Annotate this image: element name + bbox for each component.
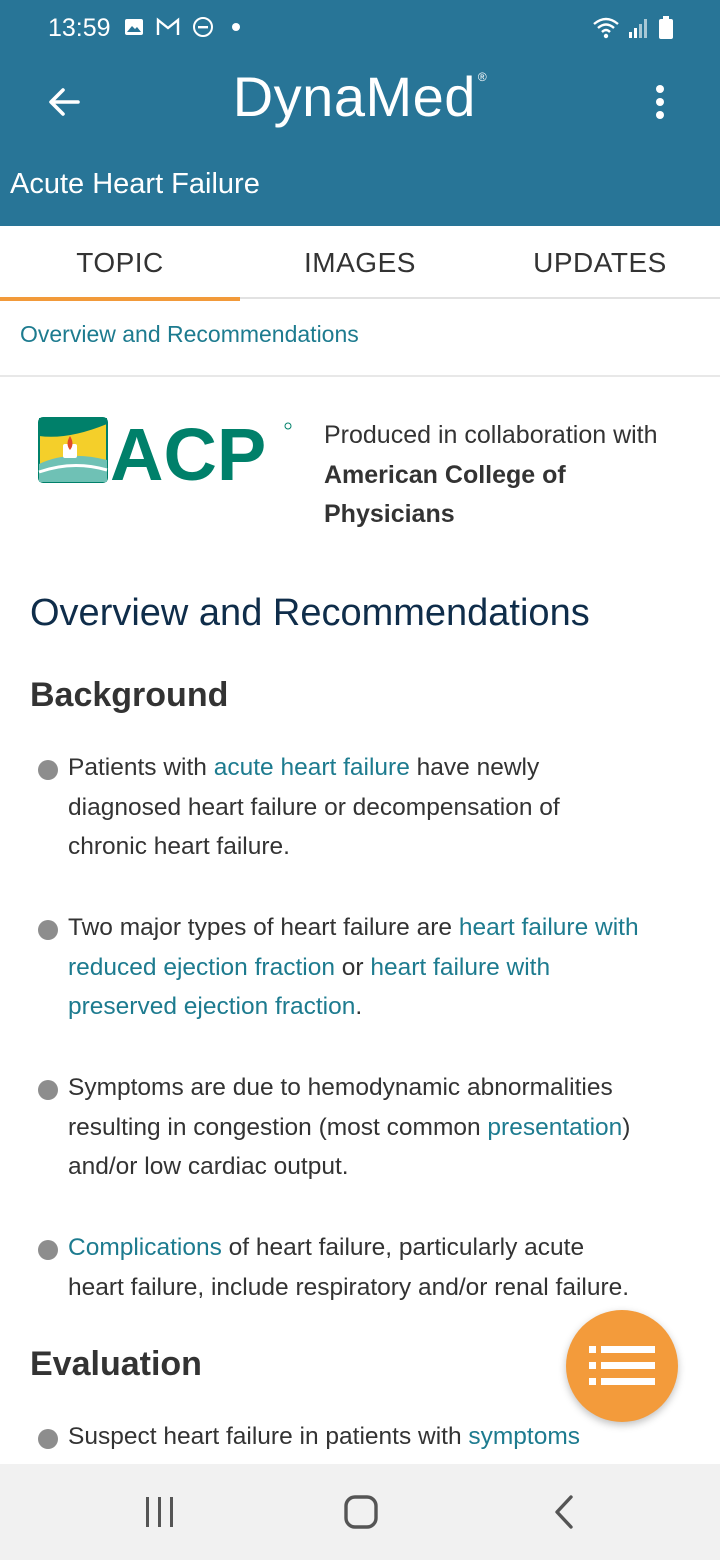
inline-link[interactable]: heart failure with	[370, 953, 551, 981]
brand-logo: DynaMed ®	[232, 65, 488, 128]
text-segment: )	[622, 1113, 631, 1141]
bullet-icon	[38, 1240, 58, 1260]
tab-bar	[0, 226, 720, 299]
text-segment: Patients with	[68, 754, 214, 781]
inline-link[interactable]: presentation	[487, 1113, 623, 1141]
bullet-icon	[38, 920, 58, 940]
inline-link[interactable]: symptoms	[468, 1423, 581, 1450]
system-nav-bar	[0, 1464, 720, 1560]
tab-images[interactable]: IMAGES	[304, 246, 416, 278]
evaluation-heading: Evaluation	[30, 1345, 202, 1383]
text-line	[68, 1268, 698, 1308]
text-segment: heart failure, include respiratory and/or renal failure.	[68, 1273, 630, 1301]
inline-link[interactable]: Complications	[68, 1234, 222, 1261]
text-segment: have newly	[409, 754, 540, 781]
bullet-text	[68, 1417, 698, 1457]
bullet-text	[68, 1228, 698, 1307]
text-segment: resulting in congestion (most common	[68, 1113, 488, 1141]
collaboration-org-cont: Physicians	[324, 500, 455, 528]
do-not-disturb-icon	[192, 16, 214, 43]
text-segment: Suspect heart failure in patients with	[68, 1423, 469, 1450]
section-selector	[0, 299, 720, 377]
battery-icon	[658, 16, 674, 45]
recent-apps-button[interactable]	[130, 1482, 190, 1542]
text-line	[68, 1147, 698, 1187]
gmail-icon	[156, 17, 180, 42]
text-line	[68, 1417, 698, 1457]
background-heading: Background	[30, 676, 229, 714]
acp-logo	[38, 416, 298, 486]
text-line	[68, 1228, 698, 1268]
inline-link[interactable]: acute heart failure	[213, 754, 410, 781]
bullet-icon	[38, 1429, 58, 1449]
collaboration-line: Produced in collaboration with	[324, 421, 658, 449]
text-line	[68, 908, 698, 948]
text-segment: Two major types of heart failure are	[68, 914, 459, 941]
more-options-button[interactable]	[640, 72, 680, 132]
text-line	[68, 1108, 698, 1148]
bullet-text	[68, 908, 698, 1027]
back-icon	[549, 1494, 579, 1530]
gallery-icon	[124, 17, 144, 42]
text-segment: chronic heart failure.	[68, 833, 290, 860]
text-segment: of heart failure, particularly acute	[221, 1234, 585, 1261]
bullet-text	[68, 748, 698, 867]
inline-link[interactable]: heart failure with	[458, 914, 639, 941]
text-line	[68, 827, 698, 867]
topic-title: Acute Heart Failure	[10, 168, 260, 200]
status-icons-right	[592, 16, 674, 45]
signal-icon	[628, 17, 650, 44]
status-icons-left	[124, 16, 246, 43]
inline-link[interactable]: reduced ejection fraction	[68, 953, 335, 981]
text-line	[68, 788, 698, 828]
tab-updates[interactable]: UPDATES	[533, 246, 667, 278]
section-link[interactable]: Overview and Recommendations	[20, 321, 359, 347]
acp-logo-text: ACP	[110, 416, 267, 486]
text-segment: or	[334, 953, 371, 981]
text-segment: Symptoms are due to hemodynamic abnormalities	[68, 1074, 613, 1101]
collaboration-block	[38, 412, 698, 542]
status-time: 13:59	[48, 14, 111, 42]
nav-back-button[interactable]	[534, 1482, 594, 1542]
inline-link[interactable]: preserved ejection fraction	[68, 993, 356, 1020]
text-line	[68, 948, 698, 988]
table-of-contents-button[interactable]	[566, 1310, 678, 1422]
text-line	[68, 1068, 698, 1108]
list-icon	[589, 1344, 655, 1388]
bullet-icon	[38, 1080, 58, 1100]
app-bar	[0, 0, 720, 226]
bullet-text	[68, 1068, 698, 1187]
recent-apps-icon	[143, 1495, 177, 1529]
text-segment: diagnosed heart failure or decompensation of	[68, 793, 560, 821]
status-bar	[0, 0, 720, 60]
bullet-icon	[38, 760, 58, 780]
collaboration-org: American College of	[324, 460, 566, 489]
more-vertical-icon	[654, 84, 666, 120]
text-segment: and/or low cardiac output.	[68, 1153, 349, 1180]
home-icon	[343, 1494, 379, 1530]
collaboration-text	[324, 416, 704, 535]
wifi-icon	[592, 16, 620, 45]
text-line	[68, 987, 698, 1027]
tab-topic[interactable]: TOPIC	[0, 226, 240, 299]
text-segment: .	[355, 993, 363, 1020]
home-button[interactable]	[331, 1482, 391, 1542]
dot-icon	[226, 17, 246, 42]
content-title: Overview and Recommendations	[30, 592, 590, 634]
text-line	[68, 748, 698, 788]
